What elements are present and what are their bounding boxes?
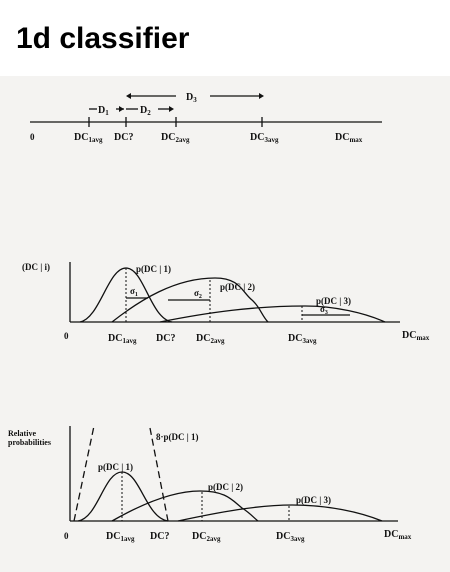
bottom-tick-label-dc-unknown: DC? xyxy=(150,531,170,542)
middle-y-label: (DC | i) xyxy=(22,262,50,272)
middle-tick-label-dcmax: $DC_{max}$ xyxy=(402,330,430,342)
middle-density-plot xyxy=(22,262,430,345)
top-tick-label-dc2avg: $DC_{2avg}$ xyxy=(161,132,190,144)
d1-arrowhead xyxy=(119,106,124,112)
d2-label: $D_2$ xyxy=(140,105,151,117)
bottom-tick-label-dc1avg: $DC_{1avg}$ xyxy=(106,531,135,543)
bottom-curve-p1 xyxy=(78,472,168,521)
bottom-relative-probability-plot xyxy=(8,426,412,543)
bottom-curve-label-p1: p(DC | 1) xyxy=(98,462,133,472)
d1-label: $D_1$ xyxy=(98,105,109,117)
sigma2-label: $\sigma_2$ xyxy=(194,288,202,300)
middle-tick-label-dc-unknown: DC? xyxy=(156,333,176,344)
page-title: 1d classifier xyxy=(16,22,190,55)
middle-tick-label-dc2avg: $DC_{2avg}$ xyxy=(196,333,225,345)
middle-tick-label-dc1avg: $DC_{1avg}$ xyxy=(108,333,137,345)
scaled-curve-left-branch xyxy=(74,426,94,521)
middle-curve-p3 xyxy=(160,306,385,322)
d3-label: $D_3$ xyxy=(186,92,197,104)
top-tick-label-dc-unknown: DC? xyxy=(114,132,134,143)
middle-tick-label-dc3avg: $DC_{3avg}$ xyxy=(288,333,317,345)
bottom-tick-label-dc2avg: $DC_{2avg}$ xyxy=(192,531,221,543)
middle-zero-label: 0 xyxy=(64,331,69,341)
d2-arrowhead xyxy=(169,106,174,112)
sigma3-label: $\sigma_3$ xyxy=(320,304,328,316)
bottom-y-label-line1: Relative xyxy=(8,429,36,438)
d3-arrowhead-right xyxy=(259,93,264,99)
top-tick-label-dc1avg: $DC_{1avg}$ xyxy=(74,132,103,144)
top-tick-label-dc3avg: $DC_{3avg}$ xyxy=(250,132,279,144)
bottom-curve-label-p2: p(DC | 2) xyxy=(208,482,243,492)
top-zero-label: 0 xyxy=(30,132,35,142)
middle-curve-label-p1: p(DC | 1) xyxy=(136,264,171,274)
bottom-zero-label: 0 xyxy=(64,531,69,541)
top-number-line xyxy=(30,92,382,144)
bottom-tick-label-dcmax: $DC_{max}$ xyxy=(384,529,412,541)
bottom-curve-label-p3: p(DC | 3) xyxy=(296,495,331,505)
bottom-curve-p2 xyxy=(112,491,258,521)
bottom-y-label-line2: probabilities xyxy=(8,438,51,447)
middle-curve-label-p2: p(DC | 2) xyxy=(220,282,255,292)
sigma1-label: $\sigma_1$ xyxy=(130,286,138,298)
bottom-curve-p3 xyxy=(178,505,382,521)
middle-curve-label-p3: p(DC | 3) xyxy=(316,296,351,306)
scaled-curve-label: 8·p(DC | 1) xyxy=(156,432,199,442)
d3-arrowhead-left xyxy=(126,93,131,99)
bottom-tick-label-dc3avg: $DC_{3avg}$ xyxy=(276,531,305,543)
top-tick-label-dcmax: $DC_{max}$ xyxy=(335,132,363,144)
